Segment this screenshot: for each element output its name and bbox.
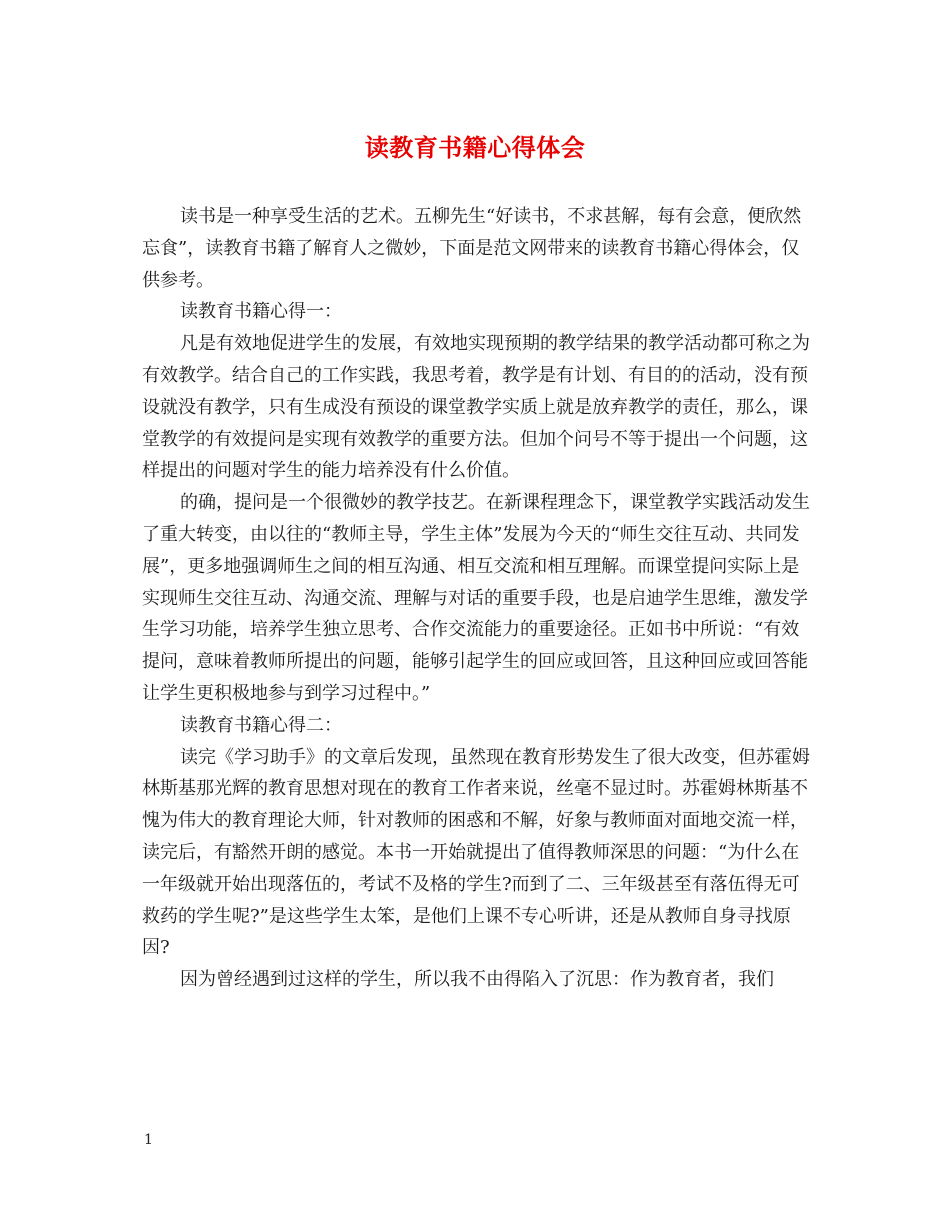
paragraph-effective-teaching: 凡是有效地促进学生的发展，有效地实现预期的教学结果的教学活动都可称之为有效教学。结合自己的工作实践，我思考着，教学是有计划、有目的的活动，没有预设就没有教学，只有生成没有预设的课堂教学实质上就是放弃教学的责任，那么，课堂教学的有效提问是实现有效教学的重要方法。但加个问号不等于提出一个问题，这样提出的问题对学生的能力培养没有什么价值。 (142, 333, 810, 482)
section-heading-2: 读教育书籍心得二： (180, 714, 342, 736)
document-title: 读教育书籍心得体会 (364, 133, 586, 162)
document-body (142, 201, 810, 996)
paragraph-reflection: 因为曾经遇到过这样的学生，所以我不由得陷入了沉思：作为教育者，我们 (180, 969, 774, 991)
paragraph-intro: 读书是一种享受生活的艺术。五柳先生“好读书，不求甚解，每有会意，便欣然忘食”，读教育书籍了解育人之微妙，下面是范文网带来的读教育书籍心得体会，仅供参考。 (142, 206, 802, 291)
paragraph-study-assistant: 读完《学习助手》的文章后发现，虽然现在教育形势发生了很大改变，但苏霍姆林斯基那光辉的教育思想对现在的教育工作者来说，丝毫不显过时。苏霍姆林斯基不愧为伟大的教育理论大师，针对教师的困惑和不解，好象与教师面对面地交流一样，读完后，有豁然开朗的感觉。本书一开始就提出了值得教师深思的问题：“为什么在一年级就开始出现落伍的，考试不及格的学生?而到了二、三年级甚至有落伍得无可救药的学生呢?”是这些学生太笨，是他们上课不专心听讲，还是从教师自身寻找原因? (142, 746, 810, 959)
paragraph-questioning: 的确，提问是一个很微妙的教学技艺。在新课程理念下，课堂教学实践活动发生了重大转变，由以往的“教师主导，学生主体”发展为今天的“师生交往互动、共同发展”，更多地强调师生之间的相互沟通、相互交流和相互理解。而课堂提问实际上是实现师生交往互动、沟通交流、理解与对话的重要手段，也是启迪学生思维，激发学生学习功能，培养学生独立思考、合作交流能力的重要途径。正如书中所说：“有效提问，意味着教师所提出的问题，能够引起学生的回应或回答，且这种回应或回答能让学生更积极地参与到学习过程中。” (142, 492, 810, 704)
section-heading-1: 读教育书籍心得一： (180, 301, 342, 323)
page-number: 1 (144, 1132, 153, 1148)
